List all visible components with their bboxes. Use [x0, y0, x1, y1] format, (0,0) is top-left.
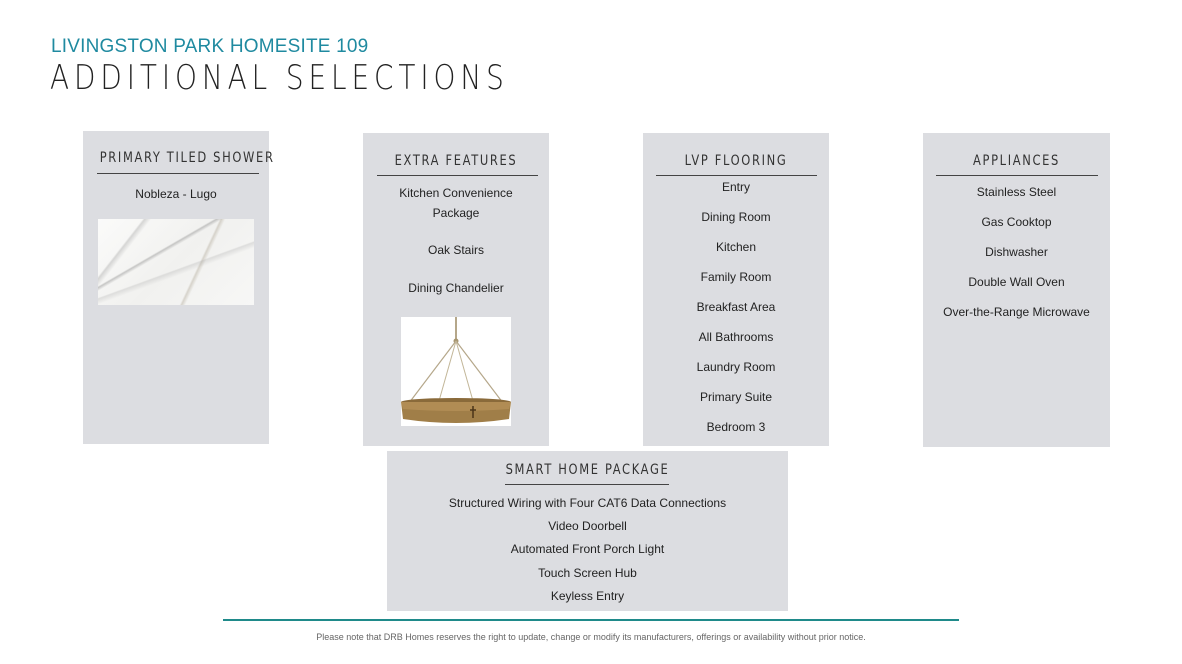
list-item: Primary Suite: [699, 390, 773, 404]
heading-divider: [97, 173, 259, 174]
list-item: Family Room: [700, 270, 772, 284]
list-item: Gas Cooktop: [981, 215, 1052, 229]
chandelier-image: [401, 317, 511, 426]
list-item: Breakfast Area: [696, 300, 776, 314]
list-item: Kitchen: [715, 240, 757, 254]
page-subtitle: LIVINGSTON PARK HOMESITE 109: [51, 36, 369, 57]
card-appliances: [923, 133, 1110, 447]
heading-divider: [505, 484, 669, 485]
card-smart-home-package: [387, 451, 788, 611]
list-item: Dishwasher: [985, 245, 1048, 259]
list-item: Dining Chandelier: [408, 281, 504, 295]
list-item: Nobleza - Lugo: [135, 187, 217, 201]
list-item: Bedroom 3: [706, 420, 766, 434]
marble-tile-swatch: [98, 219, 254, 305]
list-item: Package: [432, 206, 480, 220]
list-item: All Bathrooms: [698, 330, 774, 344]
list-item: Keyless Entry: [550, 589, 625, 603]
list-item: Entry: [721, 180, 750, 194]
card-primary-tiled-shower: [83, 131, 275, 444]
card-heading: PRIMARY TILED SHOWER: [99, 150, 275, 166]
card-lvp-flooring: [643, 133, 829, 446]
card-heading: SMART HOME PACKAGE: [505, 462, 670, 478]
chandelier-icon: [401, 317, 511, 426]
page-title: ADDITIONAL SELECTIONS: [50, 58, 509, 98]
list-item: Video Doorbell: [548, 519, 627, 533]
footer-divider: [223, 619, 959, 621]
heading-divider: [656, 175, 817, 176]
list-item: Touch Screen Hub: [538, 566, 637, 580]
card-heading: LVP FLOORING: [684, 153, 788, 169]
list-item: Dining Room: [701, 210, 771, 224]
list-item: Stainless Steel: [976, 185, 1057, 199]
list-item: Double Wall Oven: [968, 275, 1065, 289]
list-item: Kitchen Convenience: [399, 186, 513, 200]
disclaimer-note: Please note that DRB Homes reserves the right to update, change or modify its manufacturers, offerings or availability without prior notice.: [316, 632, 866, 642]
heading-divider: [936, 175, 1098, 176]
list-item: Over-the-Range Microwave: [943, 305, 1090, 319]
list-item: Automated Front Porch Light: [510, 542, 665, 556]
card-heading: APPLIANCES: [973, 153, 1060, 169]
heading-divider: [377, 175, 538, 176]
list-item: Laundry Room: [696, 360, 776, 374]
card-heading: EXTRA FEATURES: [394, 153, 518, 169]
card-extra-features: [363, 133, 549, 446]
list-item: Oak Stairs: [427, 243, 484, 257]
list-item: Structured Wiring with Four CAT6 Data Connections: [448, 496, 727, 510]
